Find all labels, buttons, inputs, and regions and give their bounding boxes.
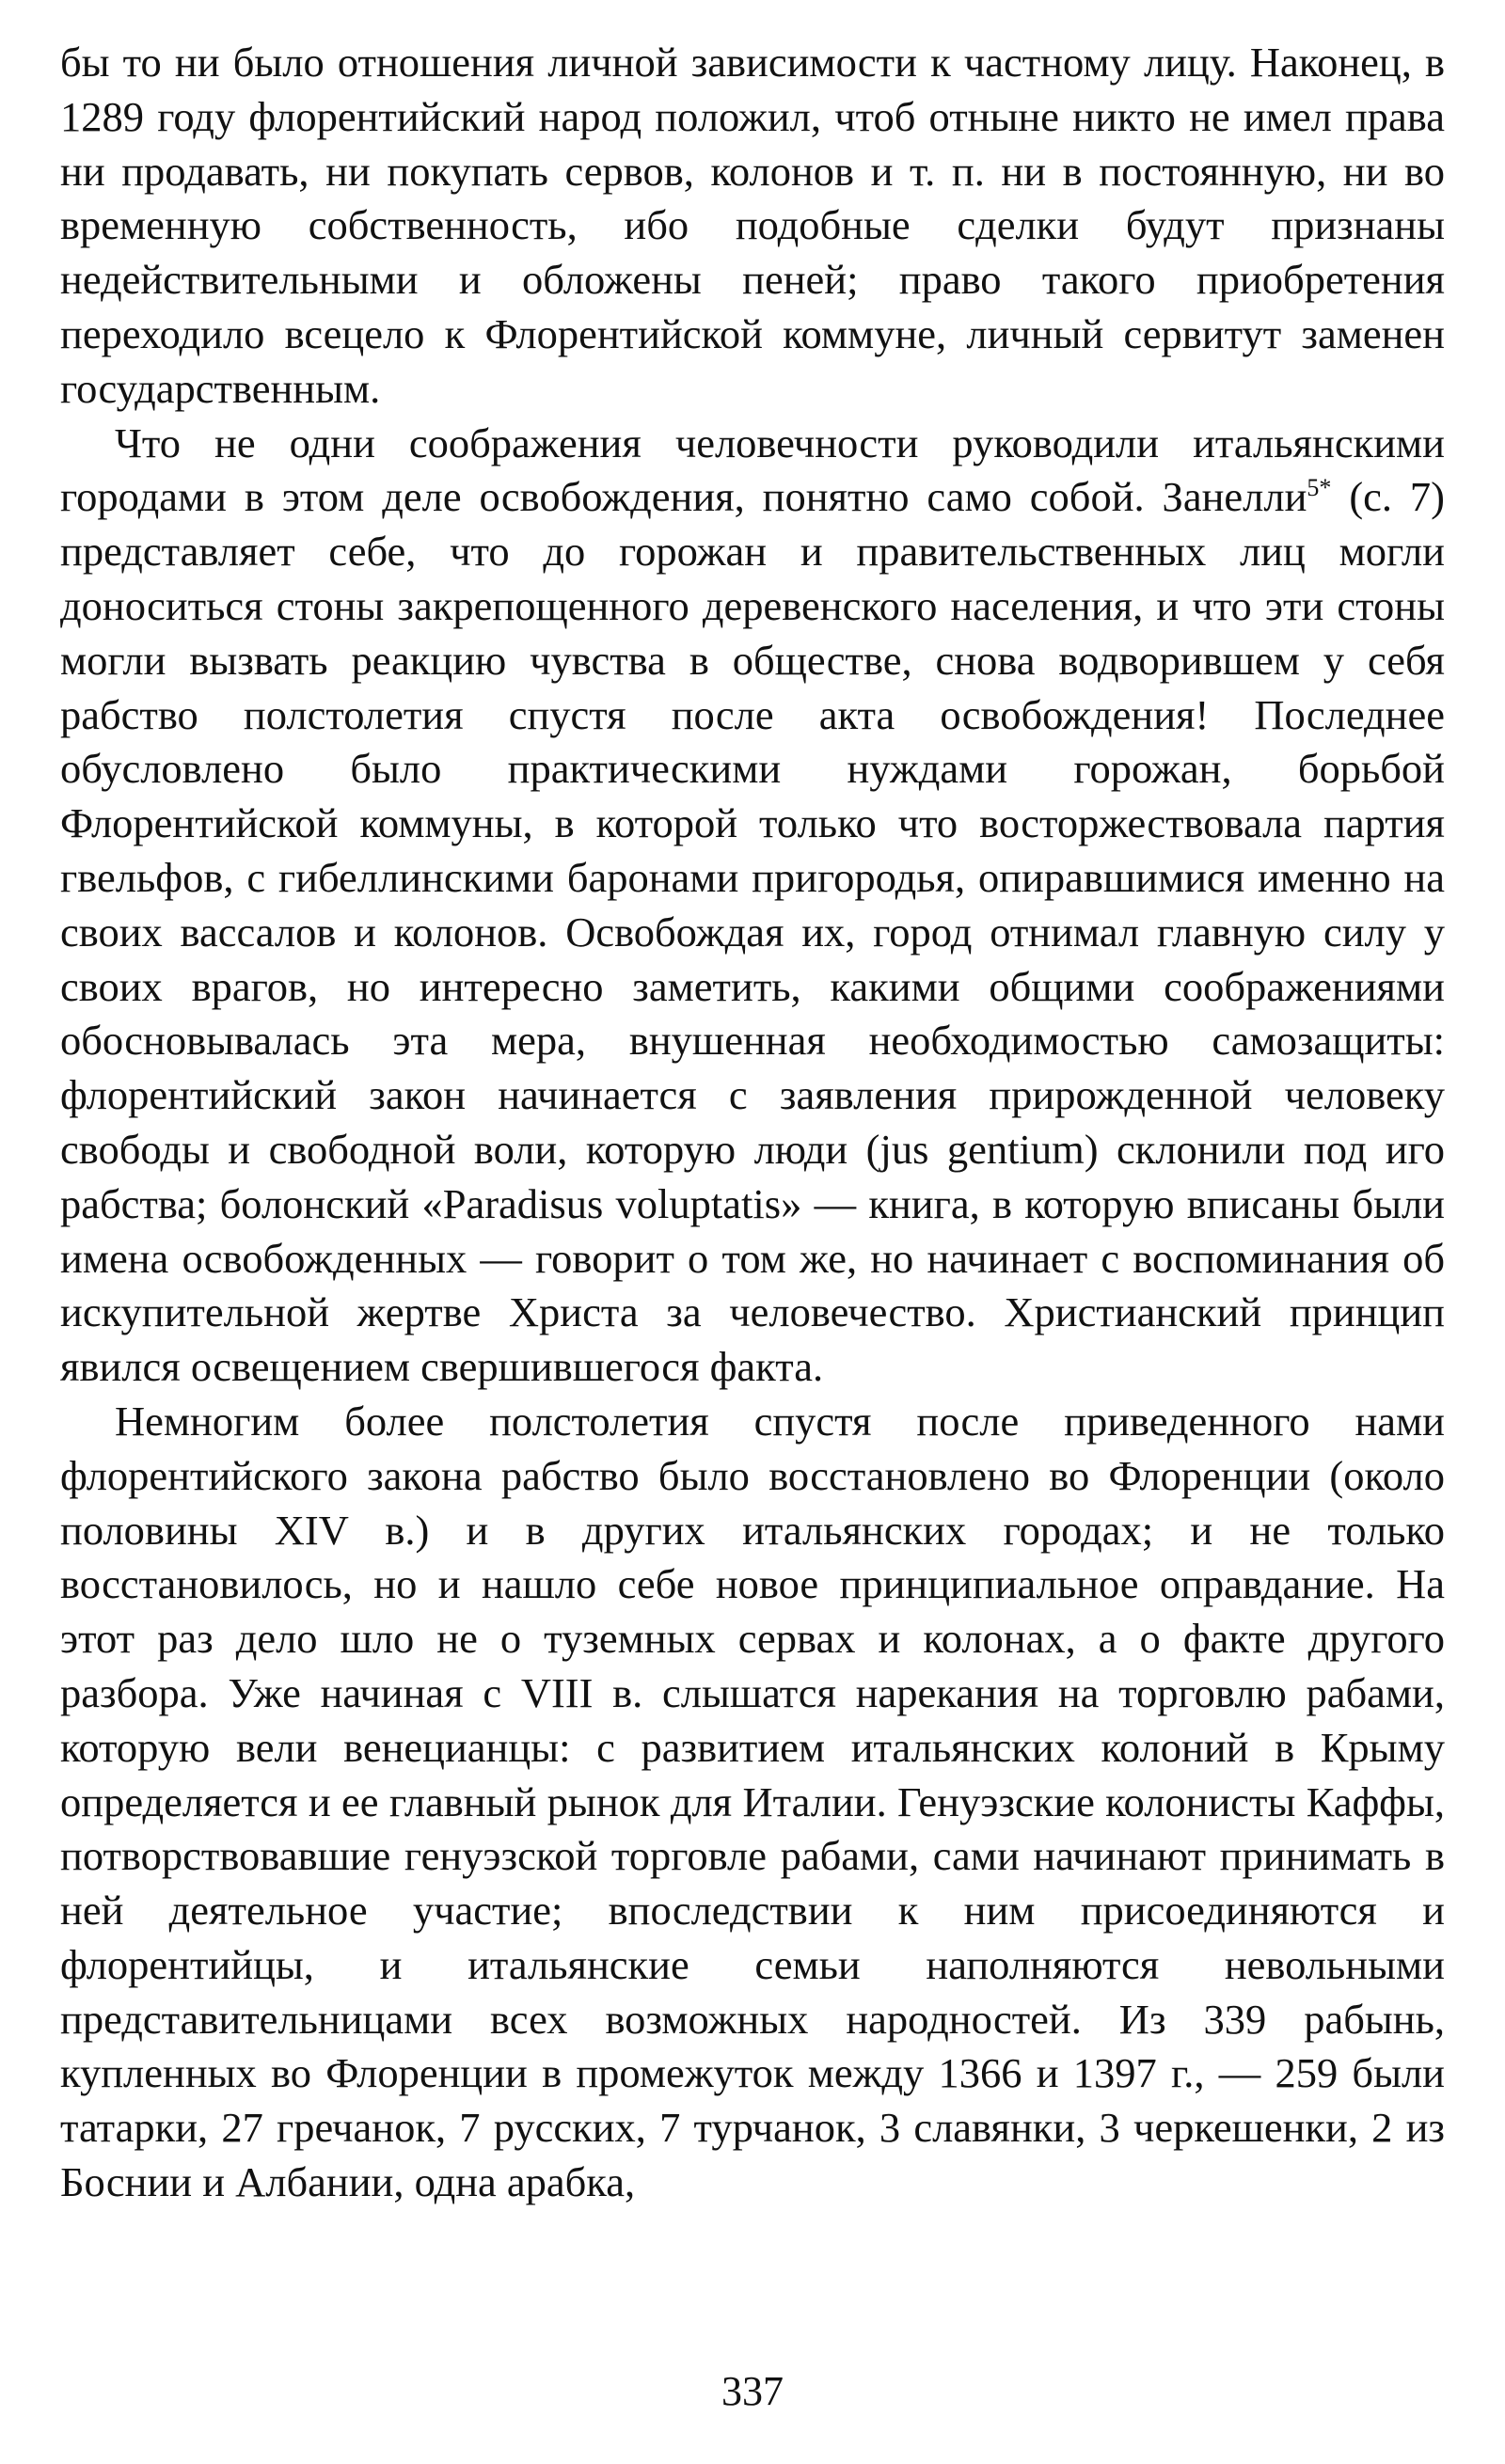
paragraph-3: Немногим более полстолетия спустя после приведенного нами флорентийского закона рабство было восстановлено во Флоренции (около половины XIV в.) и в других итальянских городах; и не только восстановилось, но и нашло себе новое принципиальное оправдание. На этот раз дело шло не о туземных сервах и колонах, а о факте другого разбора. Уже начиная с VIII в. слышатся нарекания на торговлю рабами, которую вели венецианцы: с развитием итальянских колоний в Крыму определяется и ее главный рынок для Италии. Генуэзские колонисты Каффы, потворствовавшие генуэзской торговле рабами, сами начинают принимать в ней деятельное участие; впоследствии к ним присоединяются и флорентийцы, и итальянские семьи наполняются невольными представительницами всех возможных народностей. Из 339 рабынь, купленных во Флоренции в промежуток между 1366 и 1397 г., — 259 были татарки, 27 гречанок, 7 русских, 7 турчанок, 3 славянки, 3 черкешенки, 2 из Боснии и Албании, одна арабка, — [60, 1397, 1445, 2206]
paragraph-2-text-after-note: (с. 7) представляет себе, что до горожан и правительственных лиц могли доноситься стоны закрепощенного деревенского населения, и что эти стоны могли вызвать реакцию чувства в обществе, снова водворившем у себя рабство полстолетия спустя после акта освобождения! Последнее обусловлено было практическими нуждами горожан, борьбой Флорентийской коммуны, в которой только что восторжествовала партия гвельфов, с гибеллинскими баронами пригородья, опиравшимися именно на своих вассалов и колонов. Освобождая их, город отнимал главную силу у своих врагов, но интересно заметить, какими общими соображениями обосновывалась эта мера, внушенная необходимостью самозащиты: флорентийский закон начинается с заявления прирожденной человеку свободы и свободной воли, которую люди (jus gentium) склонили под иго рабства; болонский «Paradisus voluptatis» — книга, в которую вписаны были имена освобожденных — говорит о том же, но начинает с воспоминания об искупительной жертве Христа за человечество. Христианский принцип явился освещением свершившегося факта. — [60, 473, 1446, 1391]
text-body — [60, 36, 1445, 2210]
paragraph-2-text-before-note: Что не одни соображения человечности руководили итальянскими городами в этом деле освобождения, понятно само собой. Занелли — [60, 419, 1445, 521]
paragraph-1: бы то ни было отношения личной зависимости к частному лицу. Наконец, в 1289 году флорентийский народ положил, чтоб отныне никто не имел права ни продавать, ни покупать сервов, колонов и т. п. ни в постоянную, ни во временную собственность, ибо подобные сделки будут признаны недействительными и обложены пеней; право такого приобретения переходило всецело к Флорентийской коммуне, личный сервитут заменен государственным. — [60, 39, 1445, 412]
footnote-mark: 5* — [1307, 474, 1332, 502]
paragraph-2 — [60, 417, 1445, 1395]
page-number: 337 — [721, 2368, 784, 2414]
